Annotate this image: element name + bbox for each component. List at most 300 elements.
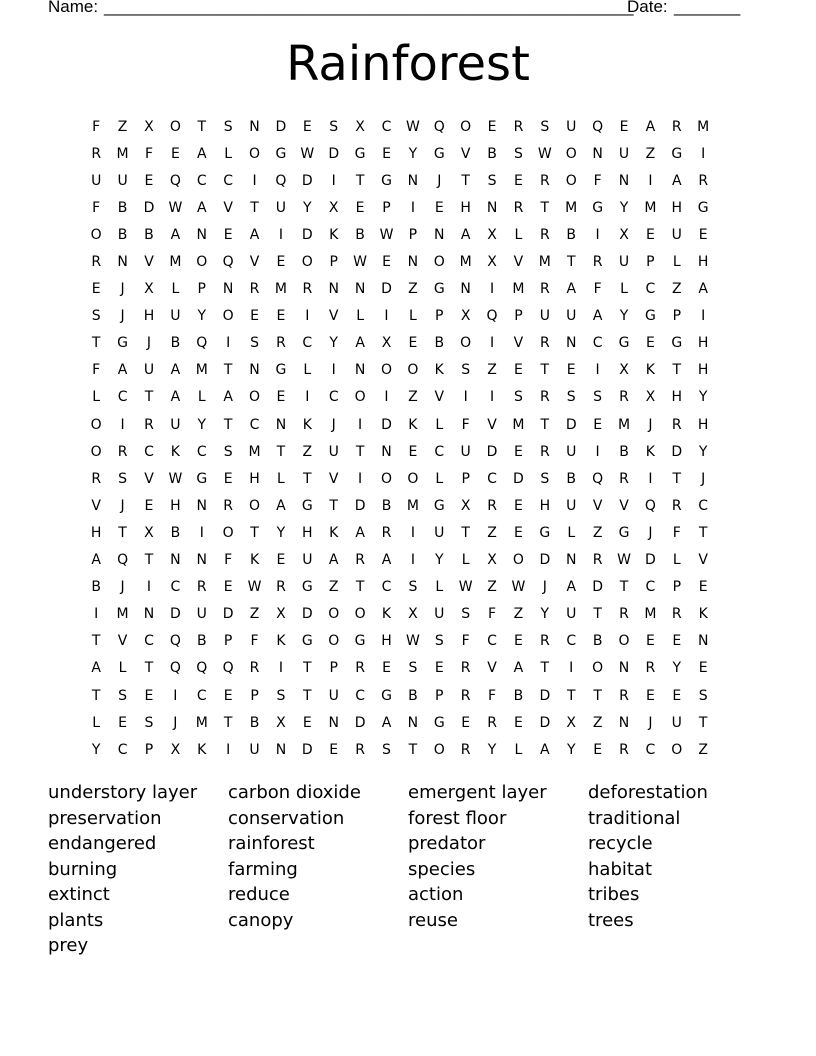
grid-letter: H bbox=[90, 524, 102, 541]
grid-letter: S bbox=[223, 118, 233, 135]
word-list-item: preservation bbox=[48, 807, 162, 829]
grid-letter: E bbox=[276, 552, 286, 569]
grid-letter: L bbox=[171, 281, 180, 298]
grid-letter: Y bbox=[566, 741, 576, 758]
grid-letter: H bbox=[671, 389, 683, 406]
grid-letter: T bbox=[566, 687, 576, 704]
grid-letter: G bbox=[671, 335, 683, 352]
grid-letter: L bbox=[435, 470, 444, 487]
grid-letter: Y bbox=[698, 389, 708, 406]
grid-letter: B bbox=[170, 335, 181, 352]
grid-letter: S bbox=[593, 389, 603, 406]
grid-letter: E bbox=[645, 335, 655, 352]
grid-row bbox=[83, 682, 716, 709]
grid-letter: P bbox=[672, 308, 682, 325]
grid-letter: A bbox=[249, 226, 260, 243]
grid-letter: M bbox=[512, 281, 525, 298]
grid-letter: I bbox=[569, 660, 574, 677]
grid-letter: J bbox=[701, 470, 706, 487]
grid-letter: T bbox=[250, 524, 259, 541]
grid-letter: M bbox=[116, 145, 129, 162]
grid-letter: R bbox=[91, 254, 102, 271]
grid-letter: H bbox=[697, 254, 709, 271]
grid-letter: N bbox=[697, 633, 709, 650]
grid-letter: E bbox=[593, 416, 603, 433]
word-search-grid bbox=[83, 113, 716, 763]
grid-letter: K bbox=[645, 362, 655, 379]
grid-letter: G bbox=[592, 199, 604, 216]
grid-letter: C bbox=[196, 172, 207, 189]
grid-row bbox=[83, 330, 716, 357]
date-field[interactable]: _______ bbox=[674, 0, 741, 16]
grid-letter: U bbox=[117, 172, 128, 189]
grid-letter: J bbox=[648, 714, 653, 731]
grid-letter: N bbox=[170, 552, 181, 569]
grid-letter: N bbox=[196, 497, 207, 514]
grid-letter: E bbox=[434, 660, 444, 677]
grid-letter: S bbox=[144, 714, 154, 731]
grid-letter: K bbox=[249, 552, 260, 569]
grid-letter: V bbox=[434, 389, 445, 406]
grid-letter: I bbox=[384, 308, 389, 325]
grid-letter: Q bbox=[592, 470, 604, 487]
grid-letter: Q bbox=[644, 497, 656, 514]
grid-letter: D bbox=[301, 606, 313, 623]
grid-letter: K bbox=[170, 443, 180, 460]
grid-letter: E bbox=[487, 118, 497, 135]
grid-letter: E bbox=[672, 687, 682, 704]
grid-letter: M bbox=[459, 254, 472, 271]
grid-letter: A bbox=[223, 389, 233, 406]
word-list-item: traditional bbox=[588, 807, 681, 829]
grid-letter: T bbox=[250, 199, 259, 216]
grid-letter: E bbox=[672, 633, 682, 650]
grid-letter: X bbox=[381, 335, 392, 352]
grid-letter: P bbox=[144, 741, 154, 758]
grid-letter: C bbox=[144, 633, 154, 650]
grid-letter: H bbox=[697, 362, 709, 379]
grid-letter: L bbox=[461, 552, 470, 569]
word-list-item: extinct bbox=[48, 884, 110, 905]
grid-letter: L bbox=[514, 226, 523, 243]
grid-letter: O bbox=[433, 741, 445, 758]
grid-letter: O bbox=[433, 254, 445, 271]
grid-letter: S bbox=[408, 579, 418, 596]
grid-letter: N bbox=[196, 226, 207, 243]
grid-letter: H bbox=[381, 633, 392, 650]
grid-letter: Z bbox=[671, 281, 682, 298]
word-list-item: prey bbox=[48, 935, 89, 956]
grid-letter: O bbox=[460, 335, 472, 352]
grid-letter: M bbox=[406, 497, 419, 514]
grid-letter: F bbox=[250, 633, 259, 650]
grid-letter: A bbox=[540, 741, 550, 758]
grid-letter: S bbox=[118, 687, 128, 704]
grid-letter: U bbox=[91, 172, 102, 189]
grid-letter: E bbox=[593, 741, 603, 758]
grid-letter: E bbox=[698, 226, 708, 243]
grid-letter: S bbox=[250, 335, 259, 352]
grid-letter: P bbox=[408, 226, 418, 243]
grid-letter: V bbox=[144, 254, 154, 271]
grid-letter: S bbox=[434, 633, 444, 650]
grid-letter: D bbox=[539, 552, 551, 569]
grid-letter: L bbox=[567, 524, 576, 541]
grid-letter: B bbox=[487, 145, 497, 162]
grid-letter: E bbox=[619, 118, 629, 135]
grid-letter: R bbox=[592, 552, 603, 569]
grid-letter: B bbox=[91, 579, 101, 596]
grid-letter: A bbox=[355, 524, 365, 541]
grid-letter: F bbox=[461, 416, 470, 433]
grid-letter: E bbox=[329, 741, 339, 758]
grid-letter: I bbox=[701, 145, 706, 162]
grid-letter: R bbox=[276, 579, 286, 596]
grid-letter: Y bbox=[434, 552, 444, 569]
grid-letter: X bbox=[487, 226, 497, 243]
grid-letter: N bbox=[381, 443, 392, 460]
grid-row bbox=[83, 438, 716, 465]
grid-letter: L bbox=[435, 579, 444, 596]
grid-row bbox=[83, 574, 716, 601]
grid-letter: V bbox=[249, 254, 260, 271]
grid-letter: D bbox=[565, 416, 577, 433]
grid-row bbox=[83, 384, 716, 411]
grid-letter: A bbox=[566, 281, 577, 298]
grid-row bbox=[83, 709, 716, 736]
grid-letter: H bbox=[539, 497, 551, 514]
grid-letter: V bbox=[91, 497, 101, 514]
grid-letter: D bbox=[645, 552, 656, 569]
grid-letter: G bbox=[196, 470, 208, 487]
grid-letter: S bbox=[408, 660, 418, 677]
grid-letter: C bbox=[645, 579, 656, 596]
grid-letter: H bbox=[671, 199, 683, 216]
grid-letter: Q bbox=[117, 552, 129, 569]
grid-letter: Y bbox=[540, 606, 550, 623]
grid-letter: Q bbox=[169, 660, 181, 677]
grid-letter: X bbox=[460, 497, 471, 514]
word-list-item: carbon dioxide bbox=[228, 782, 361, 803]
word-list-item: tribes bbox=[588, 884, 640, 905]
grid-letter: G bbox=[354, 145, 366, 162]
grid-letter: T bbox=[540, 416, 550, 433]
grid-letter: P bbox=[197, 281, 206, 298]
grid-letter: S bbox=[91, 308, 101, 325]
grid-letter: P bbox=[672, 579, 682, 596]
grid-letter: S bbox=[540, 118, 550, 135]
grid-letter: A bbox=[91, 552, 101, 569]
grid-letter: O bbox=[354, 389, 366, 406]
grid-letter: N bbox=[434, 226, 445, 243]
grid-letter: V bbox=[619, 497, 629, 514]
grid-letter: J bbox=[120, 497, 125, 514]
grid-letter: K bbox=[329, 524, 339, 541]
grid-letter: B bbox=[196, 633, 207, 650]
grid-letter: I bbox=[199, 524, 204, 541]
grid-letter: T bbox=[355, 443, 365, 460]
grid-letter: B bbox=[117, 199, 128, 216]
grid-letter: A bbox=[381, 552, 392, 569]
grid-letter: Y bbox=[698, 443, 708, 460]
grid-letter: T bbox=[672, 362, 682, 379]
grid-letter: C bbox=[592, 335, 603, 352]
grid-letter: I bbox=[384, 389, 389, 406]
grid-letter: O bbox=[328, 606, 340, 623]
grid-letter: M bbox=[512, 416, 525, 433]
grid-letter: N bbox=[196, 552, 207, 569]
grid-letter: T bbox=[355, 579, 365, 596]
grid-letter: R bbox=[276, 335, 286, 352]
grid-letter: X bbox=[619, 362, 629, 379]
grid-letter: R bbox=[619, 741, 629, 758]
grid-letter: G bbox=[301, 579, 313, 596]
grid-letter: Z bbox=[117, 118, 128, 135]
grid-letter: S bbox=[514, 389, 523, 406]
grid-letter: W bbox=[458, 579, 473, 596]
grid-letter: B bbox=[144, 226, 154, 243]
grid-letter: O bbox=[618, 633, 630, 650]
grid-letter: I bbox=[358, 470, 363, 487]
grid-letter: O bbox=[671, 741, 683, 758]
grid-letter: L bbox=[197, 389, 206, 406]
grid-letter: C bbox=[144, 443, 154, 460]
grid-letter: G bbox=[433, 497, 445, 514]
grid-letter: E bbox=[514, 524, 523, 541]
grid-letter: R bbox=[671, 416, 682, 433]
grid-letter: F bbox=[92, 118, 101, 135]
grid-letter: O bbox=[565, 145, 577, 162]
grid-letter: V bbox=[223, 199, 233, 216]
grid-letter: E bbox=[514, 497, 523, 514]
grid-letter: C bbox=[196, 443, 207, 460]
grid-row bbox=[83, 547, 716, 574]
grid-letter: R bbox=[645, 660, 656, 677]
grid-letter: R bbox=[539, 335, 550, 352]
grid-letter: Z bbox=[408, 389, 418, 406]
grid-letter: X bbox=[460, 308, 471, 325]
grid-row bbox=[83, 248, 716, 275]
grid-letter: O bbox=[380, 362, 392, 379]
grid-letter: A bbox=[196, 199, 207, 216]
grid-letter: D bbox=[592, 579, 603, 596]
grid-letter: F bbox=[144, 145, 153, 162]
grid-row bbox=[83, 113, 716, 140]
grid-letter: I bbox=[120, 416, 125, 433]
grid-letter: N bbox=[460, 281, 471, 298]
grid-letter: Q bbox=[169, 172, 181, 189]
grid-letter: B bbox=[566, 226, 577, 243]
grid-letter: A bbox=[381, 714, 392, 731]
grid-letter: O bbox=[90, 443, 102, 460]
grid-letter: S bbox=[118, 470, 128, 487]
grid-letter: C bbox=[170, 579, 181, 596]
grid-letter: U bbox=[170, 416, 181, 433]
grid-letter: S bbox=[514, 145, 523, 162]
grid-letter: V bbox=[328, 308, 339, 325]
grid-letter: V bbox=[487, 660, 497, 677]
grid-letter: M bbox=[116, 606, 129, 623]
word-list-item: conservation bbox=[228, 807, 345, 829]
grid-letter: N bbox=[565, 335, 577, 352]
grid-letter: U bbox=[671, 714, 682, 731]
grid-letter: W bbox=[247, 579, 262, 596]
grid-letter: H bbox=[697, 335, 709, 352]
grid-letter: D bbox=[169, 606, 181, 623]
grid-letter: A bbox=[91, 660, 101, 677]
grid-letter: K bbox=[381, 606, 392, 623]
grid-letter: M bbox=[195, 714, 208, 731]
name-field[interactable]: ________________________________________________________ bbox=[104, 0, 634, 16]
grid-letter: U bbox=[618, 254, 630, 271]
grid-letter: P bbox=[329, 254, 338, 271]
grid-letter: D bbox=[354, 497, 366, 514]
grid-row bbox=[83, 411, 716, 438]
grid-letter: M bbox=[697, 118, 710, 135]
grid-row bbox=[83, 655, 716, 682]
grid-letter: T bbox=[461, 172, 470, 189]
grid-letter: U bbox=[434, 606, 445, 623]
grid-letter: C bbox=[698, 497, 709, 514]
grid-letter: Y bbox=[91, 741, 101, 758]
grid-letter: Z bbox=[698, 741, 708, 758]
grid-letter: R bbox=[355, 660, 365, 677]
grid-letter: V bbox=[487, 416, 497, 433]
grid-letter: U bbox=[275, 199, 287, 216]
grid-letter: R bbox=[249, 281, 260, 298]
grid-letter: G bbox=[301, 497, 313, 514]
grid-letter: E bbox=[514, 172, 523, 189]
grid-letter: Z bbox=[487, 579, 497, 596]
grid-letter: R bbox=[671, 606, 682, 623]
grid-letter: S bbox=[698, 687, 708, 704]
grid-letter: P bbox=[250, 687, 259, 704]
grid-letter: Z bbox=[592, 524, 603, 541]
grid-letter: U bbox=[539, 308, 550, 325]
grid-letter: Q bbox=[275, 172, 287, 189]
grid-row bbox=[83, 303, 716, 330]
grid-letter: R bbox=[302, 281, 313, 298]
grid-letter: X bbox=[619, 226, 629, 243]
grid-letter: D bbox=[222, 606, 234, 623]
grid-letter: Z bbox=[487, 524, 497, 541]
grid-letter: G bbox=[697, 199, 709, 216]
grid-letter: O bbox=[196, 254, 208, 271]
grid-letter: A bbox=[645, 118, 656, 135]
grid-letter: L bbox=[356, 308, 364, 325]
grid-letter: N bbox=[328, 714, 339, 731]
grid-letter: C bbox=[355, 687, 365, 704]
grid-letter: W bbox=[537, 145, 552, 162]
grid-letter: D bbox=[301, 172, 313, 189]
grid-letter: I bbox=[226, 741, 231, 758]
grid-letter: D bbox=[381, 416, 392, 433]
grid-letter: H bbox=[460, 199, 471, 216]
word-list-item: predator bbox=[408, 833, 486, 854]
grid-letter: N bbox=[618, 714, 630, 731]
grid-letter: P bbox=[646, 254, 655, 271]
grid-letter: B bbox=[117, 226, 128, 243]
grid-letter: R bbox=[91, 470, 102, 487]
grid-letter: T bbox=[566, 254, 576, 271]
grid-letter: O bbox=[249, 497, 261, 514]
grid-letter: X bbox=[645, 389, 656, 406]
grid-letter: S bbox=[540, 470, 550, 487]
grid-letter: C bbox=[434, 443, 445, 460]
grid-letter: I bbox=[648, 172, 653, 189]
grid-letter: S bbox=[276, 687, 286, 704]
grid-letter: Q bbox=[196, 660, 208, 677]
grid-letter: D bbox=[381, 281, 392, 298]
grid-letter: N bbox=[275, 741, 287, 758]
grid-letter: C bbox=[381, 118, 392, 135]
grid-letter: N bbox=[407, 714, 419, 731]
grid-letter: V bbox=[328, 470, 339, 487]
grid-letter: B bbox=[592, 633, 603, 650]
grid-letter: K bbox=[197, 741, 207, 758]
grid-letter: I bbox=[595, 226, 600, 243]
grid-letter: B bbox=[619, 443, 629, 460]
grid-letter: U bbox=[566, 606, 577, 623]
grid-letter: T bbox=[303, 660, 312, 677]
grid-letter: X bbox=[144, 118, 154, 135]
grid-letter: B bbox=[381, 497, 392, 514]
grid-letter: T bbox=[619, 579, 629, 596]
grid-letter: E bbox=[170, 145, 180, 162]
grid-letter: H bbox=[143, 308, 155, 325]
grid-letter: X bbox=[566, 714, 577, 731]
grid-letter: Y bbox=[672, 660, 682, 677]
grid-letter: E bbox=[355, 199, 365, 216]
grid-letter: D bbox=[671, 443, 683, 460]
grid-letter: R bbox=[460, 741, 471, 758]
grid-letter: O bbox=[592, 660, 604, 677]
grid-letter: E bbox=[144, 687, 154, 704]
grid-letter: Q bbox=[222, 254, 234, 271]
grid-letter: V bbox=[592, 497, 603, 514]
grid-letter: M bbox=[644, 199, 657, 216]
word-list-item: action bbox=[408, 884, 464, 905]
grid-letter: F bbox=[224, 552, 233, 569]
grid-letter: A bbox=[672, 172, 682, 189]
grid-letter: R bbox=[539, 172, 550, 189]
grid-row bbox=[83, 194, 716, 221]
grid-letter: C bbox=[381, 579, 392, 596]
grid-letter: Q bbox=[196, 335, 208, 352]
grid-letter: T bbox=[276, 443, 286, 460]
grid-letter: A bbox=[276, 497, 286, 514]
grid-letter: Y bbox=[329, 335, 338, 352]
grid-letter: R bbox=[144, 416, 154, 433]
grid-letter: L bbox=[92, 714, 101, 731]
grid-letter: L bbox=[92, 389, 101, 406]
word-list-item: reduce bbox=[228, 884, 290, 905]
grid-letter: M bbox=[565, 199, 578, 216]
grid-letter: R bbox=[355, 741, 365, 758]
page-title: Rainforest bbox=[286, 36, 530, 92]
grid-letter: V bbox=[513, 335, 524, 352]
grid-letter: C bbox=[566, 633, 577, 650]
grid-letter: T bbox=[461, 524, 470, 541]
grid-letter: N bbox=[407, 172, 419, 189]
grid-letter: P bbox=[329, 660, 338, 677]
grid-letter: E bbox=[276, 308, 286, 325]
grid-letter: R bbox=[619, 606, 629, 623]
grid-letter: N bbox=[275, 416, 287, 433]
word-list-item: burning bbox=[48, 858, 118, 880]
grid-letter: K bbox=[698, 606, 708, 623]
grid-letter: E bbox=[461, 714, 471, 731]
